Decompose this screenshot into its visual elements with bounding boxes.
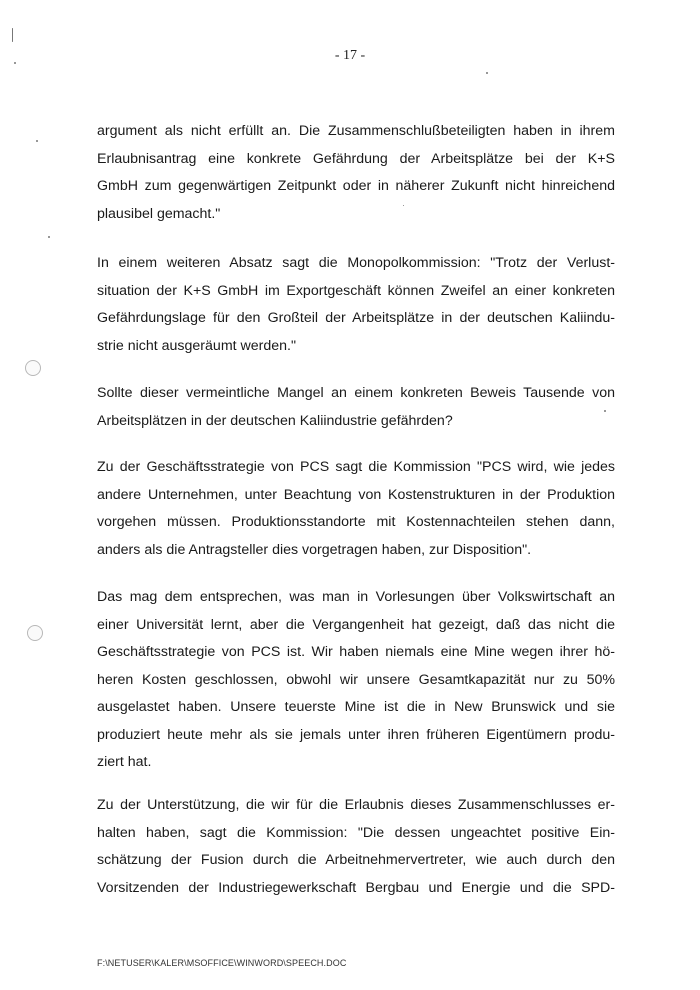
paragraph (97, 250, 615, 360)
scan-speck (48, 236, 50, 238)
text-line: Gefährdungslage für den Großteil der Arbeitsplätze in der deutschen Kaliindu- (97, 310, 615, 326)
file-path-footer: F:\NETUSER\KALER\MSOFFICE\WINWORD\SPEECH.DOC (97, 958, 347, 968)
text-line: andere Unternehmen, unter Beachtung von Kostenstrukturen in der Produktion (97, 486, 615, 503)
text-line: Arbeitsplätzen in der deutschen Kaliindustrie gefährden? (97, 412, 453, 429)
text-line: Sollte dieser vermeintliche Mangel an einem konkreten Beweis Tausende von (97, 385, 615, 401)
text-line: Das mag dem entsprechen, was man in Vorlesungen über Volkswirtschaft an (97, 589, 615, 605)
text-line: In einem weiteren Absatz sagt die Monopolkommission: "Trotz der Verlust- (97, 255, 615, 271)
text-line: Erlaubnisantrag eine konkrete Gefährdung der Arbeitsplätze bei der K+S (97, 150, 615, 167)
text-line: argument als nicht erfüllt an. Die Zusammenschlußbeteiligten haben in ihrem (97, 123, 615, 139)
text-line: produziert heute mehr als sie jemals unter ihren früheren Eigentümern produ- (97, 726, 615, 743)
scan-speck (14, 62, 16, 64)
paragraph (97, 380, 615, 435)
punch-hole-mark (27, 625, 43, 641)
text-line: einer Universität lernt, aber die Vergangenheit hat gezeigt, daß das nicht die (97, 616, 615, 633)
text-line: vorgehen müssen. Produktionsstandorte mit Kostennachteilen stehen dann, (97, 514, 615, 530)
paragraph (97, 792, 615, 902)
page-number: - 17 - (334, 48, 366, 63)
text-line: strie nicht ausgeräumt werden." (97, 337, 297, 354)
text-line: schätzung der Fusion durch die Arbeitnehmervertreter, wie auch durch den (97, 852, 615, 868)
text-line: ziert hat. (97, 754, 152, 770)
text-line: heren Kosten geschlossen, obwohl wir unsere Gesamtkapazität nur zu 50% (97, 671, 615, 688)
scan-speck (12, 28, 13, 42)
scan-speck (403, 205, 404, 206)
text-line: anders als die Antragsteller dies vorgetragen haben, zur Disposition". (97, 541, 532, 558)
scan-speck (36, 140, 38, 142)
paragraph (97, 584, 615, 777)
text-line: halten haben, sagt die Kommission: "Die dessen ungeachtet positive Ein- (97, 824, 615, 841)
punch-hole-mark (25, 360, 41, 376)
text-line: Zu der Geschäftsstrategie von PCS sagt die Kommission "PCS wird, wie jedes (97, 459, 615, 475)
scan-speck (486, 72, 488, 74)
text-line: Zu der Unterstützung, die wir für die Erlaubnis dieses Zusammenschlusses er- (97, 797, 615, 813)
text-line: plausibel gemacht." (97, 205, 221, 222)
text-line: situation der K+S GmbH im Exportgeschäft können Zweifel an einer konkreten (97, 282, 615, 299)
text-line: Geschäftsstrategie von PCS ist. Wir haben niemals eine Mine wegen ihrer hö- (97, 644, 615, 660)
text-line: ausgelastet haben. Unsere teuerste Mine ist die in New Brunswick und sie (97, 699, 615, 715)
text-line: GmbH zum gegenwärtigen Zeitpunkt oder in näherer Zukunft nicht hinreichend (97, 178, 615, 194)
text-line: Vorsitzenden der Industriegewerkschaft Bergbau und Energie und die SPD- (97, 879, 615, 896)
paragraph (97, 454, 615, 564)
scan-speck (604, 410, 606, 412)
paragraph (97, 118, 615, 228)
